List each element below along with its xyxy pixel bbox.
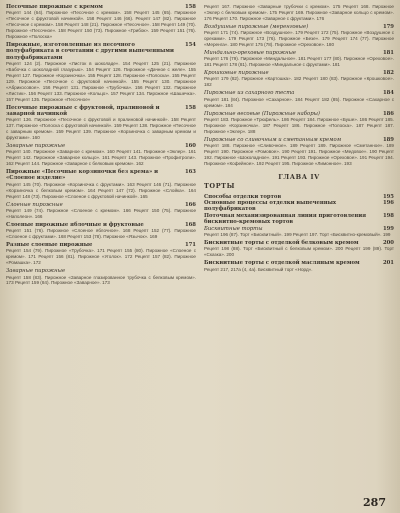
toc-page-number: 182 (382, 70, 394, 77)
toc-section-title: Пирожные «Песочные корзиночки без крема» и «Слоеное изделие» (6, 169, 159, 182)
toc-recipe-list: Рецепт 181 (84). Пирожное «Сахарное». 184 Рецепт 182 (85). Пирожное «Сахарное с кремом». 184 (204, 96, 394, 108)
toc-page-number: 171 (184, 242, 196, 249)
toc-section-title: Способы отделки тортов (204, 193, 282, 200)
page-number: 287 (363, 496, 386, 509)
toc-section-title: Песочные пирожные с фруктовой, пралиновой и заварной начинкой (6, 104, 160, 117)
toc-recipe-list: Рецепт 183. Пирожное «Трюфель». 186 Рецепт 184. Пирожное «Буше». 186 Рецепт 185. Пирожное «Корзиночка». 187 Рецепт 186. Пирожное «Полоска». 187 Рецепт 187. Пирожное «Эклер». 188 (204, 116, 394, 134)
toc-page-number: 184 (382, 90, 394, 97)
toc-recipe-list: Рецепт 145 (70). Пирожное «Корзиночка с фруктами». 163 Рецепт 146 (71). Пирожное «Корзиночка с белковым кремом». 164 Рецепт 147 (72). Пирожное «Слойка». 164 Рецепт 148 (73). Пирожное «Слоеное с фруктовой начинкой». 165 (6, 181, 196, 199)
toc-page-number: 166 (184, 201, 196, 208)
toc-entry (204, 111, 394, 117)
left-column (6, 4, 196, 504)
toc-page-number: 158 (184, 104, 196, 111)
toc-entry (6, 105, 196, 118)
toc-recipe-list: Рецепт 171 (74). Пирожное «Воздушное». 179 Рецепт 172 (75). Пирожное «Воздушное с орехами». 179 Рецепт 173 (76). Пирожное «Безе». 179 Рецепт 174 (77). Пирожное «Меренга». 180 Рецепт 175 (78). Пирожное «Ореховое». 180 (204, 30, 394, 47)
toc-section-title: Разные слоеные пирожные (6, 242, 93, 249)
toc-page-number: 200 (382, 240, 394, 246)
toc-recipe-list: Рецепт 179 (82). Пирожное «Картошка». 182 Рецепт 180 (83). Пирожное «Крошковое». 182 (204, 76, 394, 88)
toc-recipe-list: Рецепт 140. Пирожное «Заварное с кремом». 160 Рецепт 141. Пирожное «Эклер». 161 Рецепт 142. Пирожное «Заварное кольцо». 161 Рецепт 143. Пирожное «Профитроли». 162 Рецепт 144. Пирожное «Заварное с белковым кремом». 162 (6, 149, 196, 167)
toc-section-title: Заварные пирожные (6, 268, 66, 275)
toc-section-title: Пирожные из сахарного теста (204, 90, 295, 97)
chapter-subheading: ТОРТЫ (204, 181, 236, 190)
toc-recipe-list: Рецепт 144 (64). Пирожное «Песочное с кремом». 158 Рецепт 145 (65). Пирожное «Песочное с фруктовой начинкой». 158 Рецепт 146 (66). Рецепт 147 (82). Пирожное «Песочное с кремом». 158 Рецепт 148 (21). Пирожное «Песочное». 158 Рецепт 149 (70). Пирожное «Песочное». 158 Рецепт 150 (73). Пирожное «Грибок». 159 Рецепт 151 (76). Пирожное «Полоска» (6, 10, 196, 40)
toc-section-title: Слоеные пирожные (6, 201, 63, 208)
toc-section-title: Поточная механизированная линия приготовления бисквитно-кремовых тортов (204, 212, 367, 226)
toc-recipe-list: Рецепт 149 (74). Пирожное «Слоеное с кремом». 166 Рецепт 150 (75). Пирожное «Наполеон». 166 (6, 208, 196, 219)
toc-page-number: 189 (382, 136, 394, 143)
toc-entry (204, 260, 394, 266)
toc-section-title: Миндально-ореховые пирожные (204, 49, 297, 56)
toc-page-number: 186 (382, 110, 394, 117)
toc-page-number: 195 (382, 193, 394, 200)
toc-section-title: Бисквитные торты с отделкой масляным кремом (204, 260, 360, 267)
toc-page-number: 196 (382, 200, 394, 207)
right-column (204, 4, 394, 504)
toc-page-number: 199 (382, 225, 394, 232)
toc-section-title: Крошковые пирожные (204, 70, 269, 77)
toc-page-number: 158 (184, 4, 196, 10)
toc-section-title: Бисквитные торты с отделкой белковым кремом (204, 240, 359, 246)
toc-page-number: 168 (184, 221, 196, 228)
toc-entry (204, 200, 394, 213)
toc-section-title: Воздушные пирожные (меренговые) (204, 23, 309, 30)
toc-page-number: 154 (184, 41, 196, 48)
toc-recipe-list: Рецепт 188. Пирожное «Сливочное». 189 Рецепт 189. Пирожное «Сметанное». 189 Рецепт 190. Пирожное «Ромовое». 190 Рецепт 191. Пирожное «Медовое». 190 Рецепт 192. Пирожное «Шоколадное». 191 Рецепт 193. Пирожное «Ореховое». 191 Рецепт 194. Пирожное «Кофейное». 192 Рецепт 195. Пирожное «Лимонное». 193 (204, 143, 394, 166)
toc-recipe-list: Рецепт 124 (2). Пирожное «Листок в шоколаде». 154 Рецепт 125 (21). Пирожное «Бабочка с шоколадной глазурью». 154 Рецепт 126. Пирожное «Дачное с желе». 155 Рецепт 127. Пирожное «Корзиночка». 155 Рецепт 128. Пирожное «Полоска». 155 Рецепт 129. Пирожное «Песочное с фруктовой начинкой». 155 Рецепт 130. Пирожное «Абрикосовое». 156 Рецепт 131. Пирожное «Трубочка». 156 Рецепт 132. Пирожное «Листик». 156 Рецепт 133. Пирожное «Кольцо». 157 Рецепт 134. Пирожное «Шашечка». 157 Рецепт 135. Пирожное «Песочное» (6, 61, 196, 102)
toc-section-title: Песочные пирожные с кремом (6, 4, 103, 10)
toc-recipe-list: Рецепт 158 (83). Пирожное «Заварное глазированное трубочка с белковым кремом». 173 Рецепт 159 (84). Пирожное «Заварное». 173 (6, 274, 196, 286)
toc-recipe-list: Рецепт 167. Пирожное «Заварные трубочки с кремом». 175 Рецепт 168. Пирожное «Эклер с белковым кремом». 175 Рецепт 169. Пирожное «Заварное кольцо с кремом». 176 Рецепт 170. Пирожное «Заварное с фруктами». 176 (204, 4, 394, 21)
toc-page-number: 163 (184, 169, 196, 176)
toc-entry (204, 90, 394, 96)
toc-section-title: Пирожные, изготовленные из песочного полуфабриката в сочетании с другими выпеченными полуфабрикатами (6, 41, 174, 61)
toc-page-number: 198 (382, 212, 394, 219)
toc-section-title: Слоеные пирожные яблочные и фруктовые (6, 221, 144, 228)
toc-recipe-list: Рецепт 176 (79). Пирожное «Миндальное». 181 Рецепт 177 (80). Пирожное «Ореховое». 181 Рецепт 178 (81). Пирожное «Миндальное с фруктами». 181 (204, 56, 394, 68)
toc-section-title: Бисквитные торты (204, 225, 263, 232)
toc-entry (6, 268, 196, 274)
toc-section-title: Пирожные со сливочным и сметанным кремом (204, 136, 342, 143)
chapter-heading: ГЛАВА IV (278, 172, 320, 181)
toc-page-number: 160 (184, 142, 196, 149)
toc-recipe-list: Рецепт 151 (76). Пирожное «Слоеное яблочное». 168 Рецепт 152 (77). Пирожное «Слоеное с фруктами». 168 Рецепт 153 (78). Пирожное «Язычок». 169 (6, 228, 196, 240)
toc-recipe-list: Рецепт 198 (88). Торт «Бисквитный с белковым кремом». 200 Рецепт 199 (89). Торт «Сказка». 200 (204, 246, 394, 258)
toc-page-number: 181 (382, 49, 394, 56)
toc-section-title: Основные процессы отделки выпеченных полуфабрикатов (204, 200, 337, 213)
toc-recipe-list: Рецепт 217, 217а (4, 4а). Бисквитный торт «Норд». (204, 266, 313, 272)
toc-section-title: Пирожные весовые (Пирожные наборы) (204, 110, 321, 117)
toc-recipe-list: Рецепт 136. Пирожное «Песочное с фруктовой и пралиновой начинкой». 158 Рецепт 137. Пирожное «Полоска с фруктовой начинкой». 159 Рецепт 138. Пирожное «Песочное с заварным кремом». 159 Рецепт 139. Пирожное «Корзиночка с заварным кремом и фруктами». 160 (6, 117, 196, 141)
toc-entry (6, 42, 196, 61)
toc-recipe-list: Рецепт 154 (79). Пирожное «Трубочка». 171 Рецепт 155 (80). Пирожное «Слоеное с кремом». 171 Рецепт 156 (81). Пирожное «Уголок». 172 Рецепт 157 (82). Пирожное «Ромашка». 172 (6, 248, 196, 266)
toc-entry (204, 213, 394, 226)
toc-entry (6, 169, 196, 182)
toc-page-number: 179 (382, 23, 394, 30)
toc-recipe-list: Рецепт 196 (87). Торт «Бисквитный». 199 Рецепт 197. Торт «Бисквитно-кремовый». 199 (204, 232, 391, 238)
toc-page-number: 201 (382, 260, 394, 267)
toc-section-title: Заварные пирожные (6, 142, 66, 149)
